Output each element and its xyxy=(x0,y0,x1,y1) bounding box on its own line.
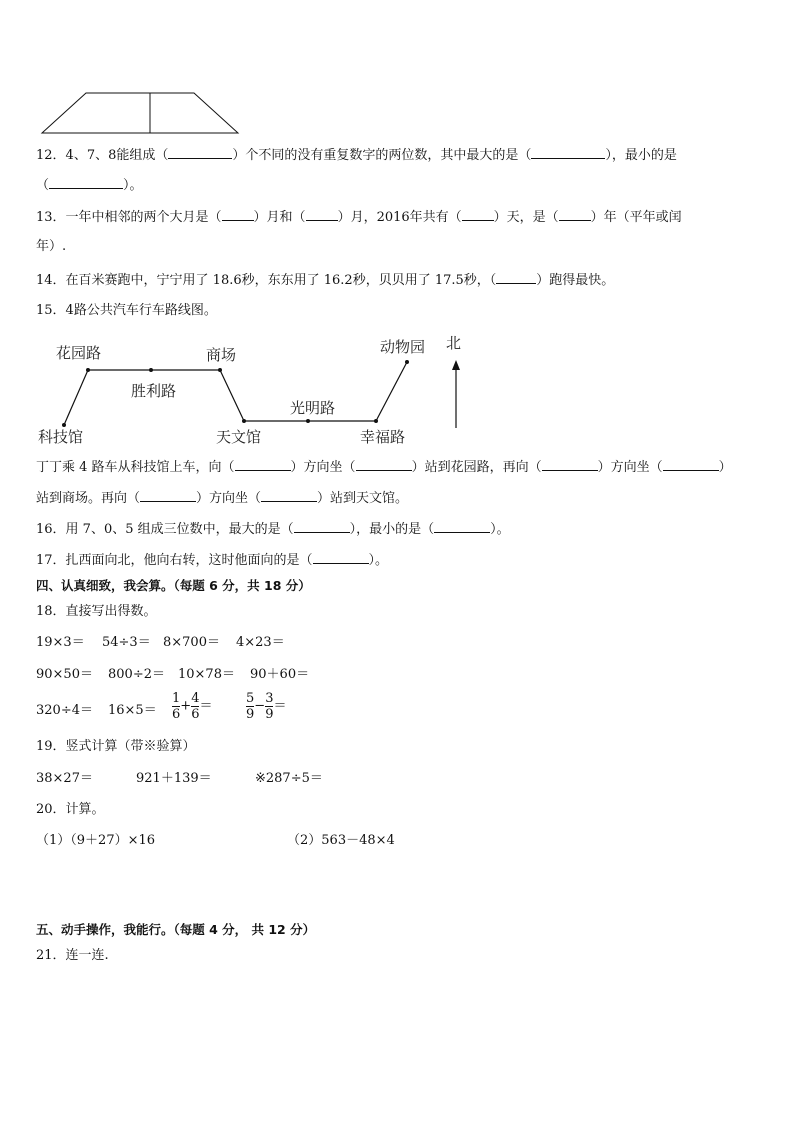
answer-blank[interactable] xyxy=(462,208,494,221)
answer-blank[interactable] xyxy=(294,520,350,533)
question-16: 16．用 7、0、5 组成三位数中，最大的是（ ），最小的是（ ）。 xyxy=(36,522,510,537)
fraction: $\frac{1}{6}$ xyxy=(172,691,181,722)
calc-item: 800÷2＝ xyxy=(108,667,165,682)
question-14: 14．在百米赛跑中，宁宁用了 18.6秒，东东用了 16.2秒，贝贝用了 17.5秒，（ ）跑得最快。 xyxy=(36,273,615,288)
question-13: 13．一年中相邻的两个大月是（ ）月和（ ）月，2016年共有（ ）天，是（ ）年（平年或闰 xyxy=(36,210,682,225)
stop-shengli: 胜利路 xyxy=(131,382,177,400)
stop-keji: 科技馆 xyxy=(38,428,84,446)
calc-item: 16×5＝ xyxy=(108,703,157,718)
question-12-cont: （ ）。 xyxy=(36,178,143,193)
section-4-heading: 四、认真细致，我会算。（每题 6 分，共 18 分） xyxy=(36,578,311,593)
stop-tianwen: 天文馆 xyxy=(216,428,262,446)
question-19-title: 19．竖式计算（带※验算） xyxy=(36,739,196,754)
section-5-heading: 五、动手操作，我能行。（每题 4 分， 共 12 分） xyxy=(36,922,316,937)
answer-blank[interactable] xyxy=(531,146,605,159)
stop-dongwu: 动物园 xyxy=(380,338,426,356)
answer-blank[interactable] xyxy=(434,520,490,533)
north-label: 北 xyxy=(446,334,462,352)
answer-blank[interactable] xyxy=(542,458,598,471)
answer-blank[interactable] xyxy=(222,208,254,221)
fraction: $\frac{4}{6}$ xyxy=(191,691,200,722)
calc-item: ※287÷5＝ xyxy=(255,771,323,786)
answer-blank[interactable] xyxy=(49,176,123,189)
answer-blank[interactable] xyxy=(306,208,338,221)
answer-blank[interactable] xyxy=(663,458,719,471)
fraction-expression-2: $\frac{5}{9}$ − $\frac{3}{9}$ ＝ xyxy=(246,691,287,722)
calc-item: 90×50＝ xyxy=(36,667,93,682)
answer-blank[interactable] xyxy=(356,458,412,471)
question-21: 21．连一连. xyxy=(36,948,109,963)
answer-blank[interactable] xyxy=(168,146,232,159)
answer-blank[interactable] xyxy=(235,458,291,471)
answer-blank[interactable] xyxy=(261,489,317,502)
calc-item: 320÷4＝ xyxy=(36,703,93,718)
stop-huayuan: 花园路 xyxy=(56,344,102,362)
stop-xingfu: 幸福路 xyxy=(360,428,406,446)
answer-blank[interactable] xyxy=(496,271,536,284)
calc-item: 54÷3＝ xyxy=(102,635,151,650)
calc-item: 4×23＝ xyxy=(236,635,285,650)
calc-item: 921＋139＝ xyxy=(136,771,212,786)
bus-route-map xyxy=(36,330,476,450)
stop-shangchang: 商场 xyxy=(206,346,237,364)
fraction: $\frac{5}{9}$ xyxy=(246,691,255,722)
calc-item: 10×78＝ xyxy=(178,667,235,682)
answer-blank[interactable] xyxy=(559,208,591,221)
stop-guangming: 光明路 xyxy=(290,399,336,417)
calc-item: 38×27＝ xyxy=(36,771,93,786)
question-18-title: 18．直接写出得数。 xyxy=(36,604,157,619)
fraction-expression-1: $\frac{1}{6}$ + $\frac{4}{6}$ ＝ xyxy=(172,691,213,722)
calc-item: 90＋60＝ xyxy=(250,667,310,682)
question-15-line2: 站到商场。再向（ ）方向坐（ ）站到天文馆。 xyxy=(36,491,409,506)
question-15-line1: 丁丁乘 4 路车从科技馆上车，向（ ）方向坐（ ）站到花园路，再向（ ）方向坐（ ） xyxy=(36,460,732,475)
question-12: 12．4、7、8能组成（ ）个不同的没有重复数字的两位数，其中最大的是（ ），最小的是 xyxy=(36,148,677,163)
fraction: $\frac{3}{9}$ xyxy=(265,691,274,722)
question-13-cont: 年）. xyxy=(36,239,67,254)
calc-item: （2）563－48×4 xyxy=(287,833,395,848)
calc-item: 19×3＝ xyxy=(36,635,85,650)
question-20-title: 20．计算。 xyxy=(36,802,105,817)
answer-blank[interactable] xyxy=(140,489,196,502)
question-17: 17．扎西面向北，他向右转，这时他面向的是（ ）。 xyxy=(36,553,389,568)
question-15-title: 15．4路公共汽车行车路线图。 xyxy=(36,303,217,318)
calc-item: 8×700＝ xyxy=(163,635,220,650)
trapezoid-figure xyxy=(38,90,242,136)
calc-item: （1）（9＋27）×16 xyxy=(36,833,156,848)
answer-blank[interactable] xyxy=(313,551,369,564)
